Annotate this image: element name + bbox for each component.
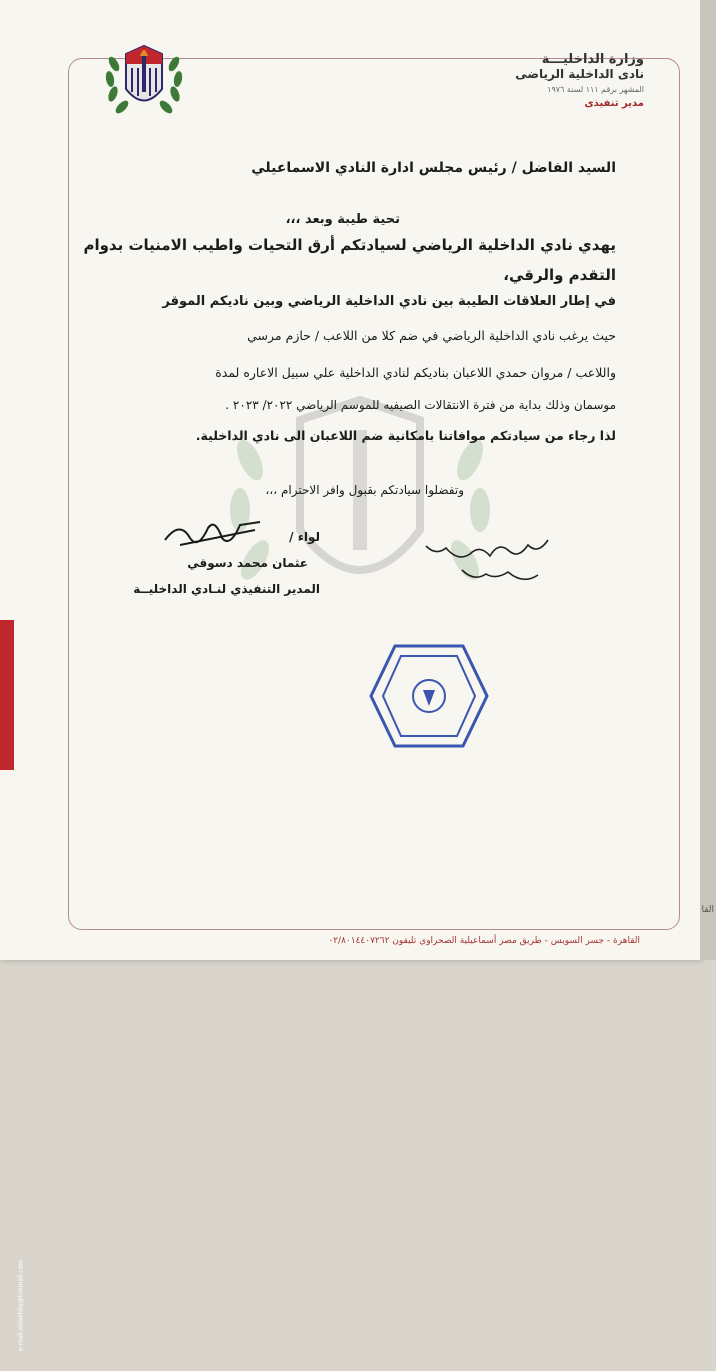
underlying-page-text: القا: [701, 905, 714, 915]
request-line: لذا رجاء من سيادتكم موافاتنا بامكانية ضم اللاعبان الى نادي الداخلية.: [195, 428, 616, 443]
signer-title: المدير التنفيذي لنـادي الداخليــة: [133, 582, 320, 596]
registration-number: المشهر برقم ١١١ لسنة ١٩٧٦: [547, 85, 644, 94]
closing-line: وتفضلوا سيادتكم بقبول وافر الاحترام ،،،: [265, 483, 464, 497]
letterhead: [464, 52, 644, 109]
body-line-1: يهدي نادي الداخلية الرياضي لسيادتكم أرق التحيات واطيب الامنيات بدوام: [83, 236, 616, 254]
side-band: [0, 620, 25, 1352]
signer-rank: لواء /: [289, 530, 320, 544]
ministry-name: وزارة الداخليـــة: [541, 52, 644, 67]
paragraph-line-1: حيث يرغب نادي الداخلية الرياضي في ضم كلا من اللاعب / حازم مرسي: [247, 328, 616, 343]
office-title: مدير تنفيذى: [584, 98, 644, 109]
signer-name: عثمان محمد دسوقي: [187, 556, 308, 570]
paragraph-line-2: واللاعب / مروان حمدي اللاعبان بناديكم لنادي الداخلية علي سبيل الاعاره لمدة: [215, 365, 616, 380]
context-line: في إطار العلاقات الطيبة بين نادي الداخلية الرياضي وبين ناديكم الموقر: [162, 294, 616, 309]
footer-address: القاهرة - جسر السويس - طريق مصر أسماعيلية الصحراوي تليفون ٠٢/٨٠١٤٤٠٧٢٦٢: [328, 936, 640, 946]
paragraph-line-3: موسمان وذلك بداية من فترة الانتقالات الصيفيه للموسم الرياضي ٢٠٢٢/ ٢٠٢٣ .: [225, 398, 616, 412]
greeting: تحية طيبة وبعد ،،،: [285, 212, 400, 227]
footer-email: e-mail:eldakhlia@hotmail.com: [17, 1259, 25, 1352]
body-line-2: التقدم والرقي،: [503, 266, 616, 284]
underlying-page: [700, 0, 716, 960]
handwritten-note: [398, 530, 558, 590]
signature: [160, 510, 270, 555]
salutation: السيد الفاضل / رئيس مجلس ادارة النادي الاسماعيلي: [251, 160, 616, 176]
club-logo: [96, 34, 192, 124]
official-stamp: [365, 640, 493, 752]
club-name: نادى الداخلية الرياضى: [515, 67, 644, 81]
